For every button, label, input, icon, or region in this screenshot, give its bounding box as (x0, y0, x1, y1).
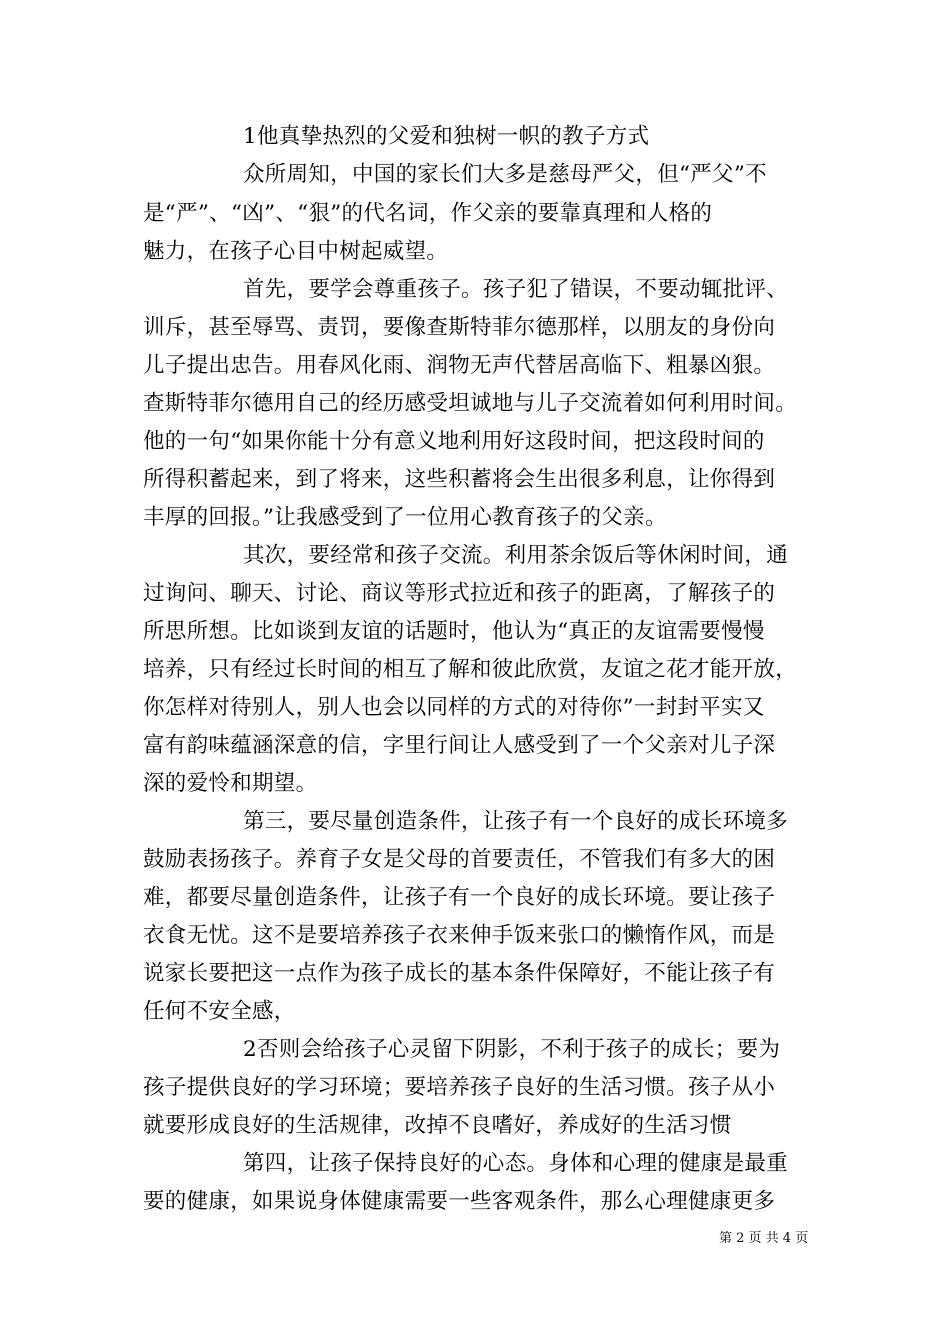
paragraph-line: 首先，要学会尊重孩子。孩子犯了错误，不要动辄批评、 (243, 277, 789, 302)
paragraph-line: 难，都要尽量创造条件，让孩子有一个良好的成长环境。要让孩子 (143, 885, 776, 910)
paragraph-line: 所得积蓄起来，到了将来，这些积蓄将会生出很多利息，让你得到 (143, 467, 776, 492)
paragraph-line: 所思所想。比如谈到友谊的话题时，他认为“真正的友谊需要慢慢 (143, 619, 765, 644)
paragraph-line: 其次，要经常和孩子交流。利用茶余饭后等休闲时间，通 (243, 543, 789, 568)
paragraph-line: 培养，只有经过长时间的相互了解和彼此欣赏，友谊之花才能开放， (143, 657, 798, 682)
paragraph-line: 衣食无忧。这不是要培养孩子衣来伸手饭来张口的懒惰作风，而是 (143, 923, 776, 948)
paragraph-line: 众所周知，中国的家长们大多是慈母严父，但“严父”不 (243, 162, 767, 187)
paragraph-line: 查斯特菲尔德用自己的经历感受坦诚地与儿子交流着如何利用时间。 (143, 391, 798, 416)
paragraph-line: 你怎样对待别人，别人也会以同样的方式的对待你”一封封平实又 (143, 695, 765, 720)
paragraph-line: 说家长要把这一点作为孩子成长的基本条件保障好，不能让孩子有 (143, 961, 776, 986)
paragraph-line: 第四，让孩子保持良好的心态。身体和心理的健康是最重 (243, 1151, 789, 1176)
paragraph-line: 第三，要尽量创造条件，让孩子有一个良好的成长环境多 (243, 809, 789, 834)
paragraph-line: 要的健康，如果说身体健康需要一些客观条件，那么心理健康更多 (143, 1189, 776, 1214)
paragraph-line: 富有韵味蕴涵深意的信，字里行间让人感受到了一个父亲对儿子深 (143, 733, 776, 758)
paragraph-line: 任何不安全感， (143, 999, 296, 1024)
paragraph-line: 他的一句“如果你能十分有意义地利用好这段时间，把这段时间的 (143, 429, 765, 454)
paragraph-line: 2否则会给孩子心灵留下阴影，不利于孩子的成长；要为 (243, 1037, 781, 1062)
paragraph-line: 儿子提出忠告。用春风化雨、润物无声代替居高临下、粗暴凶狠。 (143, 353, 776, 378)
paragraph-line: 深的爱怜和期望。 (143, 771, 318, 796)
paragraph-line: 就要形成良好的生活规律，改掉不良嗜好，养成好的生活习惯 (143, 1113, 732, 1138)
paragraph-line: 是“严”、“凶”、“狠”的代名词，作父亲的要靠真理和人格的 (143, 201, 713, 226)
paragraph-line: 训斥，甚至辱骂、责罚，要像查斯特菲尔德那样，以朋友的身份向 (143, 315, 776, 340)
paragraph-line: 丰厚的回报。”让我感受到了一位用心教育孩子的父亲。 (143, 505, 667, 530)
paragraph-line: 鼓励表扬孩子。养育子女是父母的首要责任，不管我们有多大的困 (143, 847, 776, 872)
paragraph-line: 孩子提供良好的学习环境；要培养孩子良好的生活习惯。孩子从小 (143, 1075, 776, 1100)
page-number: 第 2 页 共 4 页 (719, 1231, 809, 1246)
heading-line: 1他真挚热烈的父爱和独树一帜的教子方式 (243, 124, 650, 149)
paragraph-line: 过询问、聊天、讨论、商议等形式拉近和孩子的距离，了解孩子的 (143, 581, 776, 606)
paragraph-line: 魅力，在孩子心目中树起威望。 (143, 239, 449, 264)
